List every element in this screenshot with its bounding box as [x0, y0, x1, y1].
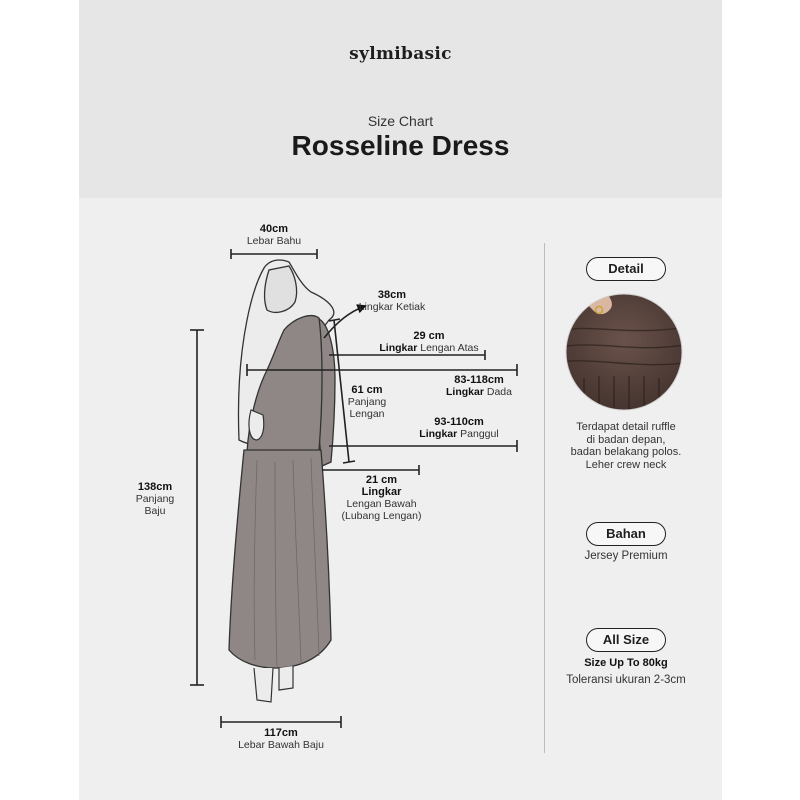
chest-label [429, 386, 529, 398]
detail-text-4: Leher crew neck [585, 458, 667, 471]
hip-measure [399, 416, 519, 440]
cuff-label-2: Lengan Bawah [346, 498, 417, 510]
skirt-shape [229, 450, 331, 668]
length-measure [125, 481, 185, 517]
material-text: Jersey Premium [584, 550, 668, 562]
hip-label-bold: Lingkar [419, 428, 458, 440]
sleeve-label-2: Lengan [349, 408, 385, 420]
detail-pill: Detail [586, 257, 666, 281]
cuff-label-3: (Lubang Lengan) [341, 510, 422, 522]
length-value: 138cm [137, 481, 173, 493]
armpit-value: 38cm [377, 289, 407, 301]
detail-text-2: di badan depan, [586, 433, 666, 446]
shoulder-measure [224, 223, 324, 247]
chest-value: 83-118cm [454, 374, 504, 386]
upper-arm-label [369, 342, 489, 354]
length-label-1: Panjang [135, 493, 175, 505]
hip-label-text: Panggul [457, 428, 499, 440]
hip-label [399, 428, 519, 440]
size-limit-text: Size Up To 80kg [584, 657, 668, 669]
armpit-measure [347, 289, 437, 313]
page-title: Rosseline Dress [291, 130, 510, 161]
upper-arm-label-text: Lengan Atas [417, 342, 479, 354]
material-pill: Bahan [586, 522, 666, 546]
feet-shape [254, 666, 293, 702]
chest-measure [429, 374, 529, 398]
size-tolerance-text: Toleransi ukuran 2-3cm [566, 674, 686, 686]
shoulder-label: Lebar Bahu [246, 235, 302, 247]
chest-label-bold: Lingkar [446, 386, 484, 398]
hem-measure [221, 727, 341, 751]
page-subtitle: Size Chart [367, 113, 434, 129]
left-hand-shape [249, 410, 264, 440]
fabric-detail-photo [559, 292, 689, 412]
length-label-2: Baju [144, 505, 166, 517]
size-chart-card [79, 0, 722, 800]
sleeve-label-1: Panjang [347, 396, 387, 408]
armpit-label: Lingkar Ketiak [358, 301, 426, 313]
size-pill: All Size [586, 628, 666, 652]
hem-label: Lebar Bawah Baju [238, 739, 324, 751]
upper-arm-value: 29 cm [413, 330, 445, 342]
cuff-label-1: Lingkar [361, 486, 402, 498]
sleeve-value: 61 cm [351, 384, 383, 396]
brand-logo: sylmibasic [349, 44, 452, 64]
detail-description [536, 421, 716, 471]
detail-text-1: Terdapat detail ruffle [576, 421, 676, 433]
upper-arm-measure [369, 330, 489, 354]
hem-value: 117cm [264, 727, 298, 739]
cuff-measure [329, 474, 434, 522]
hip-value: 93-110cm [434, 416, 484, 428]
cuff-value: 21 cm [365, 474, 398, 486]
upper-arm-label-bold: Lingkar [379, 342, 418, 354]
detail-text-3: badan belakang polos. [570, 446, 682, 458]
shoulder-value: 40cm [259, 223, 289, 235]
chest-label-text: Dada [483, 386, 512, 398]
sleeve-measure [337, 384, 397, 420]
